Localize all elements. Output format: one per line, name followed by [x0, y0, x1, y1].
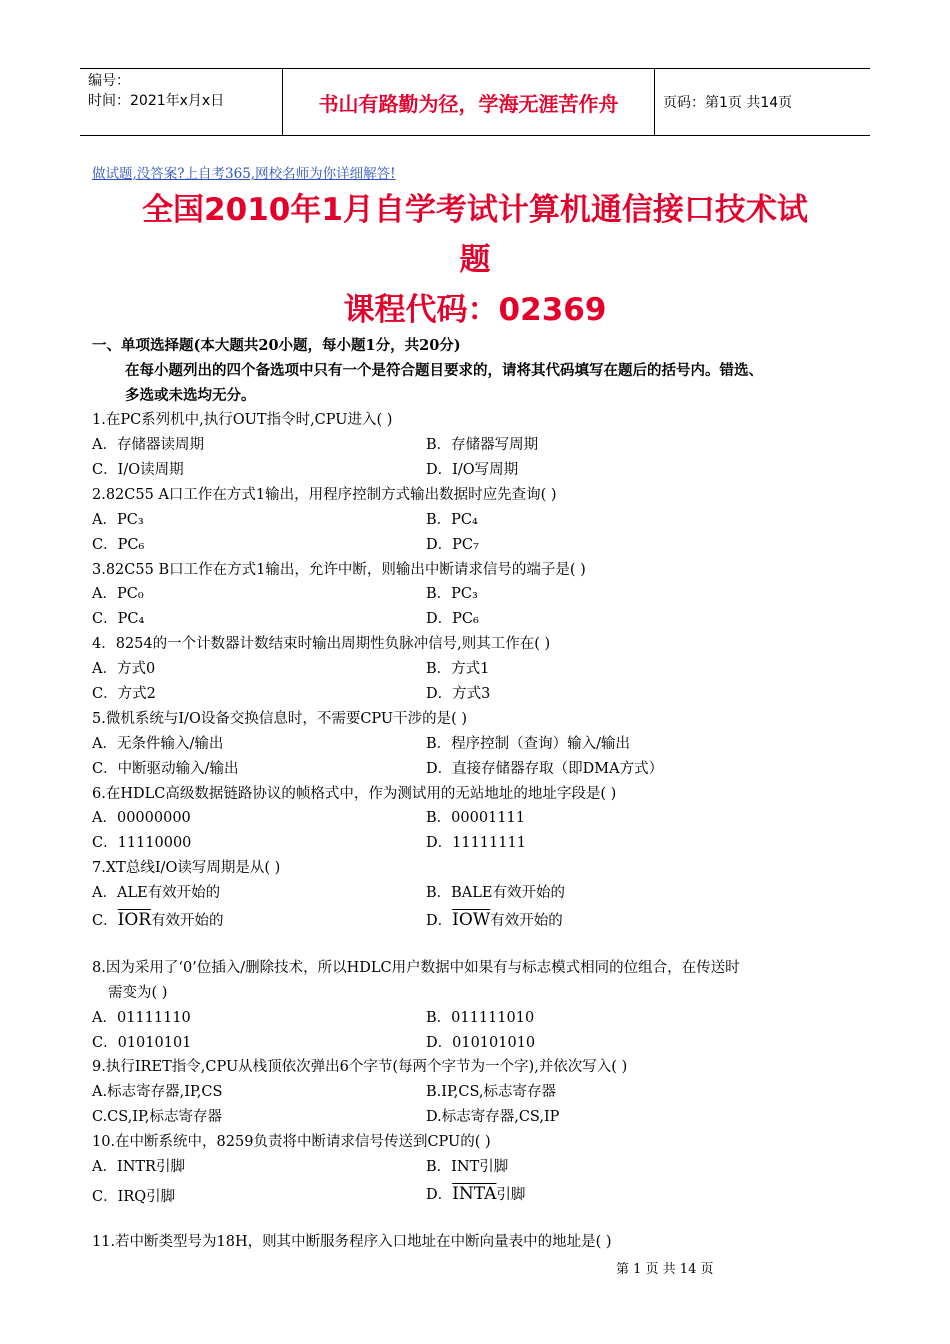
option-d: D．11111111 — [426, 835, 526, 851]
option-d: D．010101010 — [426, 1035, 536, 1051]
question-stem: 5.微机系统与I/O设备交换信息时，不需要CPU干涉的是( ) — [92, 711, 468, 727]
question-stem: 9.执行IRET指令,CPU从栈顶依次弹出6个字节(每两个字节为一个字),并依次写入( ) — [92, 1059, 628, 1075]
question-stem: 6.在HDLC高级数据链路协议的帧格式中，作为测试用的无站地址的地址字段是( ) — [92, 786, 617, 802]
question-stem-cont: 需变为( ) — [108, 985, 168, 1001]
option-a: A．PC₃ — [92, 512, 144, 528]
question-stem: 7.XT总线I/O读写周期是从( ) — [92, 860, 281, 876]
option-d: D.标志寄存器,CS,IP — [426, 1109, 560, 1125]
option-c: C．PC₄ — [92, 611, 145, 627]
section-instruction-cont: 多选或未选均无分。 — [125, 387, 256, 404]
option-c: C．01010101 — [92, 1035, 192, 1051]
option-d-label: D． — [426, 913, 453, 929]
header-info — [80, 69, 282, 135]
option-c: C．I/O读周期 — [92, 462, 184, 478]
option-c: C．IRQ引脚 — [92, 1189, 176, 1205]
option-a: A．ALE有效开始的 — [92, 885, 221, 901]
option-c: C．PC₆ — [92, 537, 145, 553]
header-table — [80, 68, 870, 136]
option-a: A．01111110 — [92, 1010, 191, 1026]
option-a: A．方式0 — [92, 661, 156, 677]
option-c: C.CS,IP,标志寄存器 — [92, 1109, 222, 1125]
option-c-label: C． — [92, 913, 118, 929]
option-d: D．PC₇ — [426, 537, 479, 553]
option-d — [426, 910, 563, 931]
option-d — [426, 1184, 525, 1205]
header-slogan-cell — [282, 69, 655, 135]
option-d: D．I/O写周期 — [426, 462, 519, 478]
question-stem: 3.82C55 B口工作在方式1输出，允许中断，则输出中断请求信号的端子是( ) — [92, 562, 586, 578]
option-a: A．INTR引脚 — [92, 1159, 185, 1175]
option-b: B．存储器写周期 — [426, 437, 539, 453]
option-a: A．存储器读周期 — [92, 437, 204, 453]
question-stem: 11.若中断类型号为18H，则其中断服务程序入口地址在中断向量表中的地址是( ) — [92, 1234, 612, 1250]
option-c: C．方式2 — [92, 686, 156, 702]
question-stem: 1.在PC系列机中,执行OUT指令时,CPU进入( ) — [92, 412, 393, 428]
option-b: B.IP,CS,标志寄存器 — [426, 1084, 557, 1100]
question-stem: 2.82C55 A口工作在方式1输出，用程序控制方式输出数据时应先查询( ) — [92, 487, 557, 503]
option-c-text: 有效开始的 — [151, 913, 224, 929]
header-page: 页码：第1页 共14页 — [663, 95, 793, 111]
course-code: 课程代码：02369 — [343, 292, 607, 328]
section-heading: 一、单项选择题(本大题共20小题，每小题1分，共20分) — [92, 337, 461, 354]
option-d: D．PC₆ — [426, 611, 479, 627]
option-b: B．011111010 — [426, 1010, 535, 1026]
option-c: C．中断驱动输入/输出 — [92, 761, 239, 777]
option-d-text: 有效开始的 — [490, 913, 563, 929]
option-b: B．BALE有效开始的 — [426, 885, 565, 901]
option-b: B．PC₄ — [426, 512, 478, 528]
question-stem: 8.因为采用了‘0’位插入/删除技术，所以HDLC用户数据中如果有与标志模式相同的位组合，在传送时 — [92, 960, 740, 976]
option-d: D．直接存储器存取（即DMA方式） — [426, 761, 664, 777]
inta-signal: INTA — [452, 1184, 497, 1204]
option-b: B．00001111 — [426, 810, 525, 826]
option-b: B．INT引脚 — [426, 1159, 509, 1175]
option-d-label: D． — [426, 1187, 453, 1203]
option-d-text: 引脚 — [496, 1187, 526, 1203]
promo-link[interactable]: 做试题,没答案?上自考365,网校名师为你详细解答! — [92, 166, 396, 182]
option-c — [92, 910, 224, 931]
option-a: A.标志寄存器,IP,CS — [92, 1084, 223, 1100]
option-a: A．PC₀ — [92, 586, 144, 602]
option-a: A．00000000 — [92, 810, 191, 826]
option-a: A．无条件输入/输出 — [92, 736, 224, 752]
title-line-2: 题 — [459, 242, 491, 278]
option-b: B．方式1 — [426, 661, 490, 677]
header-time: 时间：2021年x月x日 — [88, 93, 225, 109]
title-line-1: 全国2010年1月自学考试计算机通信接口技术试 — [142, 192, 808, 228]
iow-signal: $\overline{IOW}$ — [452, 910, 491, 930]
question-stem: 4．8254的一个计数器计数结束时输出周期性负脉冲信号,则其工作在( ) — [92, 636, 551, 652]
page-footer: 第 1 页 共 14 页 — [616, 1262, 714, 1277]
header-slogan: 书山有路勤为径，学海无涯苦作舟 — [318, 91, 619, 116]
question-stem: 10.在中断系统中，8259负责将中断请求信号传送到CPU的( ) — [92, 1134, 491, 1150]
option-b: B．PC₃ — [426, 586, 478, 602]
header-bianhao: 编号： — [88, 73, 130, 89]
ior-signal: $\overline{IOR}$ — [117, 910, 152, 930]
option-d: D．方式3 — [426, 686, 491, 702]
option-c: C．11110000 — [92, 835, 192, 851]
section-instruction: 在每小题列出的四个备选项中只有一个是符合题目要求的，请将其代码填写在题后的括号内。错选、 — [125, 362, 763, 379]
option-b: B．程序控制（查询）输入/输出 — [426, 736, 631, 752]
